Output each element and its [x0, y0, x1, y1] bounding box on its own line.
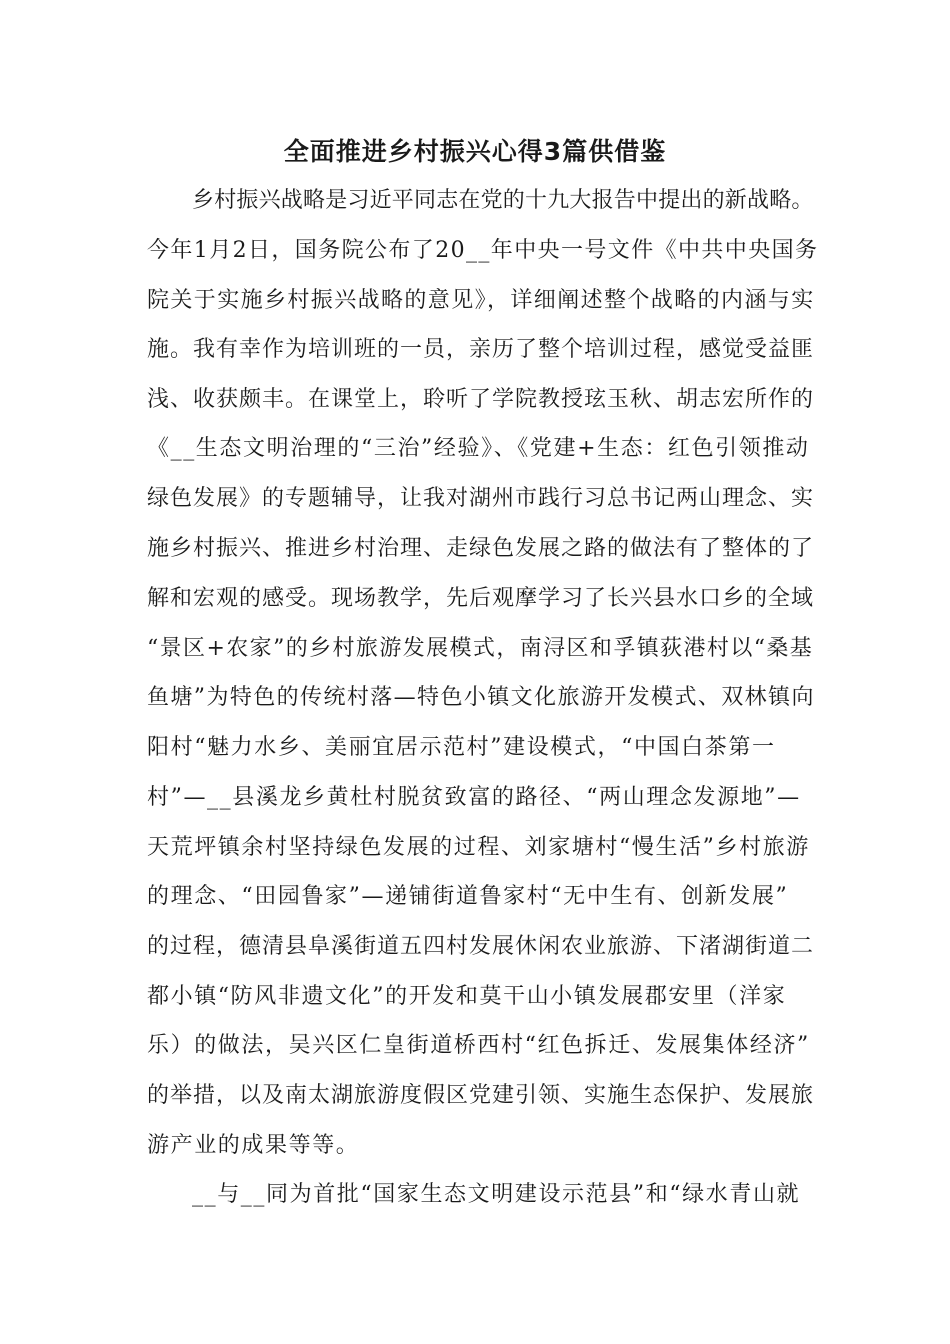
paragraph-line: __与__同为首批“国家生态文明建设示范县”和“绿水青山就 — [192, 1182, 801, 1207]
paragraph-line: 施。我有幸作为培训班的一员，亲历了整个培训过程，感觉受益匪 — [147, 337, 815, 362]
paragraph-line: 今年1月2日，国务院公布了20__年中央一号文件《中共中央国务 — [147, 238, 819, 263]
paragraph-line: 游产业的成果等等。 — [147, 1133, 360, 1158]
paragraph-line: 村”—__县溪龙乡黄杜村脱贫致富的路径、“两山理念发源地”— — [147, 785, 801, 810]
paragraph-line: 的举措，以及南太湖旅游度假区党建引领、实施生态保护、发展旅 — [147, 1083, 815, 1108]
paragraph-line: 院关于实施乡村振兴战略的意见》，详细阐述整个战略的内涵与实 — [147, 288, 815, 313]
paragraph-line: 鱼塘”为特色的传统村落—特色小镇文化旅游开发模式、双林镇向 — [147, 685, 815, 710]
paragraph-line: 乡村振兴战略是习近平同志在党的十九大报告中提出的新战略。 — [192, 188, 814, 213]
paragraph-line: 的过程，德清县阜溪街道五四村发展休闲农业旅游、下渚湖街道二 — [147, 934, 815, 959]
paragraph-line: 都小镇“防风非遗文化”的开发和莫干山小镇发展郡安里（洋家 — [147, 984, 787, 1009]
paragraph-line: 解和宏观的感受。现场教学，先后观摩学习了长兴县水口乡的全域 — [147, 586, 815, 611]
paragraph-line: 阳村“魅力水乡、美丽宜居示范村”建设模式，“中国白茶第一 — [147, 735, 776, 760]
paragraph-line: “景区+农家”的乡村旅游发展模式，南浔区和孚镇荻港村以“桑基 — [147, 636, 814, 661]
paragraph-line: 《__生态文明治理的“三治”经验》、《党建+生态：红色引领推动 — [147, 436, 810, 461]
paragraph-line: 乐）的做法，吴兴区仁皇街道桥西村“红色拆迁、发展集体经济” — [147, 1033, 810, 1058]
paragraph-line: 天荒坪镇余村坚持绿色发展的过程、刘家塘村“慢生活”乡村旅游 — [147, 835, 810, 860]
paragraph-line: 的理念、“田园鲁家”—递铺街道鲁家村“无中生有、创新发展” — [147, 884, 789, 909]
document-title: 全面推进乡村振兴心得3篇供借鉴 — [283, 137, 667, 166]
paragraph-line: 施乡村振兴、推进乡村治理、走绿色发展之路的做法有了整体的了 — [147, 536, 815, 561]
paragraph-line: 绿色发展》的专题辅导，让我对湖州市践行习总书记两山理念、实 — [147, 486, 815, 511]
paragraph-line: 浅、收获颇丰。在课堂上，聆听了学院教授玹玉秋、胡志宏所作的 — [147, 387, 815, 412]
